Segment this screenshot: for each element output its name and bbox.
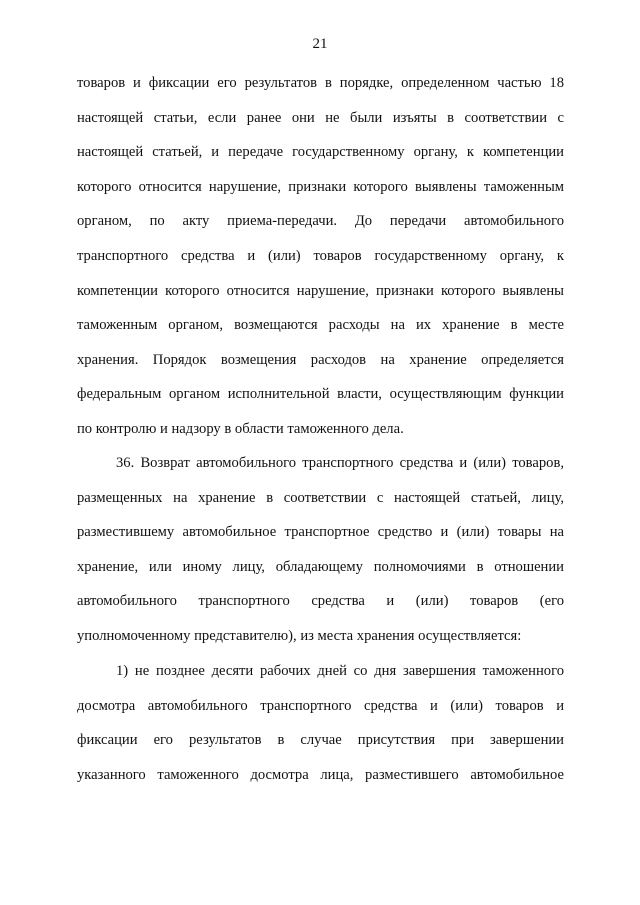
text-line: уполномоченному представителю), из места хранения осуществляется:	[77, 627, 522, 644]
page-number: 21	[312, 36, 328, 52]
paragraph-item-36	[77, 446, 564, 654]
text-line: досмотра автомобильного транспортного средства и (или) товаров и	[77, 697, 564, 714]
text-line: указанного таможенного досмотра лица, разместившего автомобильное	[77, 766, 564, 783]
text-line: таможенным органом, возмещаются расходы на их хранение в месте	[77, 317, 564, 334]
text-line: разместившему автомобильное транспортное средство и (или) товары на	[77, 524, 564, 541]
text-line: автомобильного транспортного средства и (или) товаров (его	[77, 593, 564, 610]
text-line: настоящей статьи, если ранее они не были изъяты в соответствии с	[77, 109, 564, 126]
text-line: 36. Возврат автомобильного транспортного средства и (или) товаров,	[116, 455, 564, 471]
text-line: которого относится нарушение, признаки которого выявлены таможенным	[77, 178, 564, 195]
text-line: федеральным органом исполнительной власти, осуществляющим функции	[77, 386, 564, 403]
text-line: товаров и фиксации его результатов в порядке, определенном частью 18	[77, 75, 564, 91]
text-line: размещенных на хранение в соответствии с настоящей статьей, лицу,	[77, 489, 564, 506]
text-line: хранения. Порядок возмещения расходов на хранение определяется	[77, 351, 564, 368]
text-line: хранение, или иному лицу, обладающему полномочиями в отношении	[77, 558, 564, 575]
text-line: фиксации его результатов в случае присутствия при завершении	[77, 732, 564, 749]
text-line: по контролю и надзору в области таможенного дела.	[77, 420, 404, 437]
paragraph-continuation	[77, 66, 564, 447]
text-line: органом, по акту приема-передачи. До передачи автомобильного	[77, 213, 564, 230]
text-line: 1) не позднее десяти рабочих дней со дня завершения таможенного	[116, 663, 564, 679]
paragraph-subitem-1	[77, 654, 564, 792]
text-line: компетенции которого относится нарушение, признаки которого выявлены	[77, 282, 564, 299]
text-line: транспортного средства и (или) товаров государственному органу, к	[77, 247, 564, 264]
text-line: настоящей статьей, и передаче государственному органу, к компетенции	[77, 144, 564, 161]
